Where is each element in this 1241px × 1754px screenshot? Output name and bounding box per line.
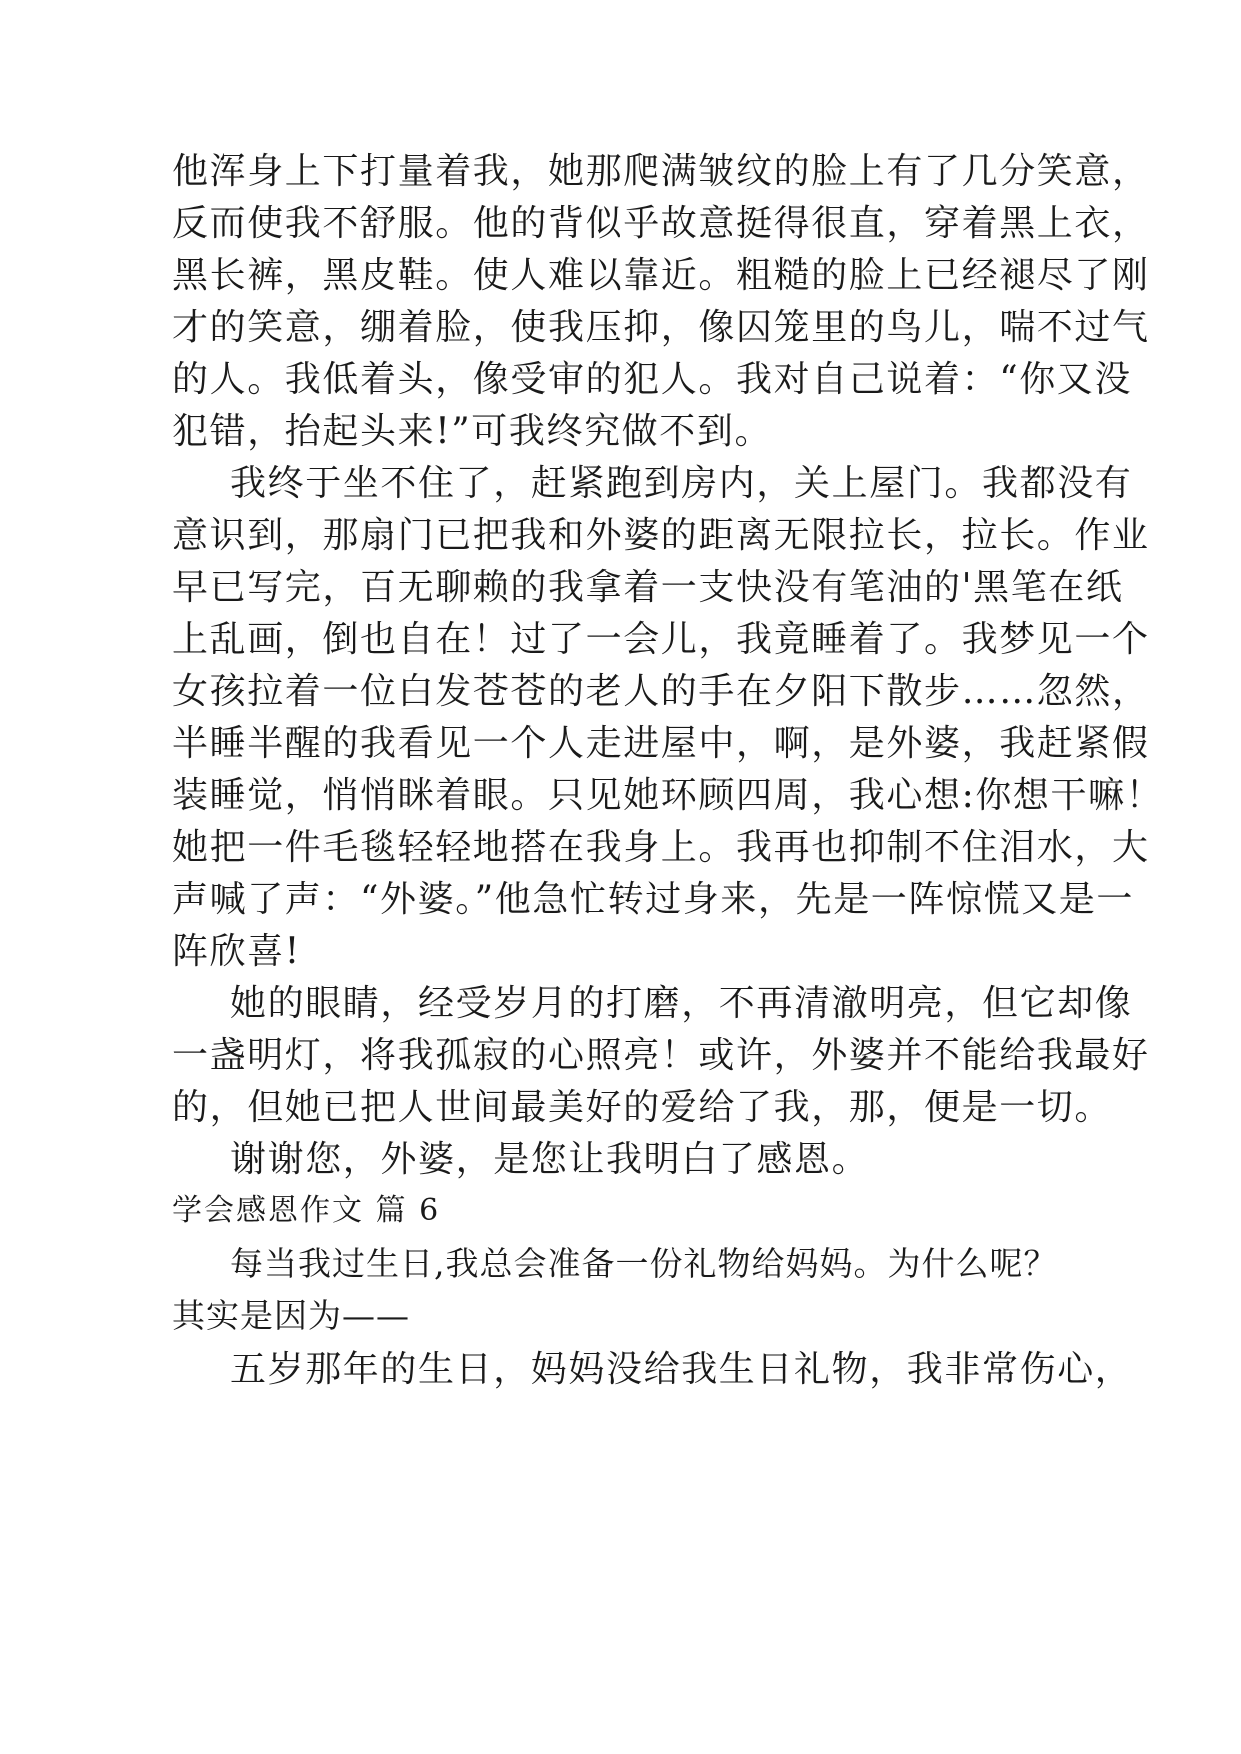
text-line: 犯错，抬起头来!”可我终究做不到。 — [172, 411, 773, 452]
text-line: 她的眼睛，经受岁月的打磨，不再清澈明亮，但它却像 — [230, 983, 1133, 1024]
text-line: 半睡半醒的我看见一个人走进屋中，啊，是外婆，我赶紧假 — [172, 723, 1150, 764]
text-line: 才的笑意，绷着脸，使我压抑，像囚笼里的鸟儿，喘不过气 — [172, 307, 1150, 348]
text-line: 意识到，那扇门已把我和外婆的距离无限拉长，拉长。作业 — [172, 515, 1150, 556]
text-line: 每当我过生日,我总会准备一份礼物给妈妈。为什么呢？ — [230, 1244, 1058, 1283]
text-line: 阵欣喜! — [172, 931, 301, 972]
text-line: 装睡觉，悄悄眯着眼。只见她环顾四周，我心想:你想干嘛！ — [172, 775, 1164, 816]
text-line: 的人。我低着头，像受审的犯人。我对自己说着：“你又没 — [172, 359, 1133, 400]
text-line: 她把一件毛毯轻轻地搭在我身上。我再也抑制不住泪水，大 — [172, 827, 1150, 868]
text-line: 一盏明灯，将我孤寂的心照亮！或许，外婆并不能给我最好 — [172, 1035, 1150, 1076]
text-line: 女孩拉着一位白发苍苍的老人的手在夕阳下散步……忽然， — [172, 671, 1150, 712]
text-line: 黑长裤，黑皮鞋。使人难以靠近。粗糙的脸上已经褪尽了刚 — [172, 255, 1150, 296]
text-line: 的，但她已把人世间最美好的爱给了我，那，便是一切。 — [172, 1087, 1113, 1128]
text-line: 早已写完，百无聊赖的我拿着一支快没有笔油的'黑笔在纸 — [172, 567, 1124, 608]
text-line: 上乱画，倒也自在！过了一会儿，我竟睡着了。我梦见一个 — [172, 619, 1150, 660]
text-line: 他浑身上下打量着我，她那爬满皱纹的脸上有了几分笑意， — [172, 151, 1150, 192]
text-line: 我终于坐不住了，赶紧跑到房内，关上屋门。我都没有 — [230, 463, 1133, 504]
text-line: 五岁那年的生日，妈妈没给我生日礼物，我非常伤心， — [230, 1349, 1133, 1390]
text-line: 谢谢您，外婆，是您让我明白了感恩。 — [230, 1139, 870, 1180]
section-heading: 学会感恩作文 篇 6 — [172, 1193, 441, 1228]
text-line: 其实是因为—— — [172, 1296, 410, 1335]
text-line: 声喊了声：“外婆。”他急忙转过身来，先是一阵惊慌又是一 — [172, 879, 1135, 920]
text-line: 反而使我不舒服。他的背似乎故意挺得很直，穿着黑上衣， — [172, 203, 1150, 244]
